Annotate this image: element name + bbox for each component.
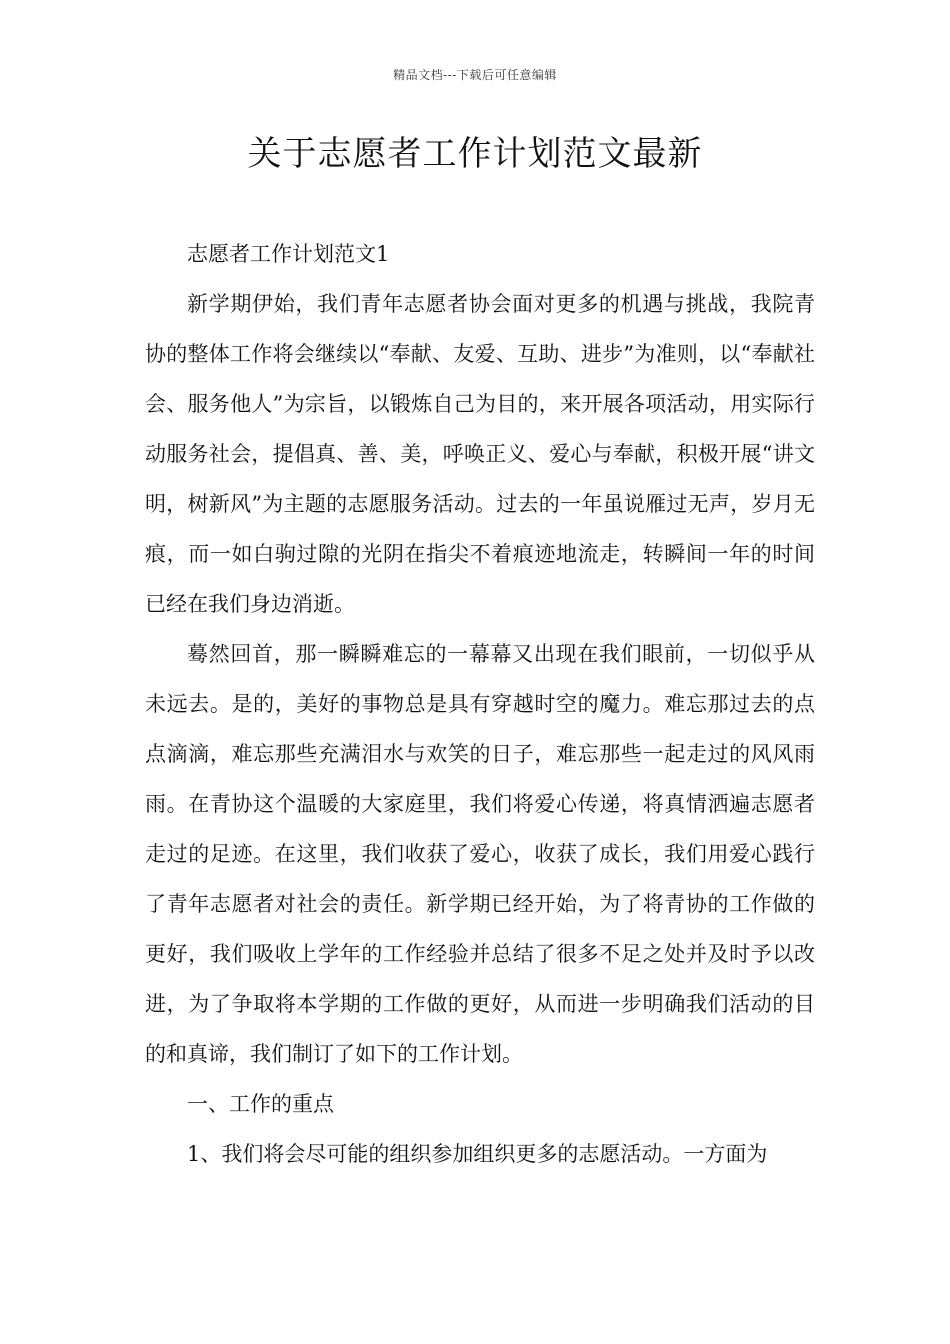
paragraph: 蓦然回首，那一瞬瞬难忘的一幕幕又出现在我们眼前，一切似乎从未远去。是的，美好的事物总是具有穿越时空的魔力。难忘那过去的点点滴滴，难忘那些充满泪水与欢笑的日子，难忘那些一起走过的风风雨雨。在青协这个温暖的大家庭里，我们将爱心传递，将真情洒遍志愿者走过的足迹。在这里，我们收获了爱心，收获了成长，我们用爱心践行了青年志愿者对社会的责任。新学期已经开始，为了将青协的工作做的更好，我们吸收上学年的工作经验并总结了很多不足之处并及时予以改进，为了争取将本学期的工作做的更好，从而进一步明确我们活动的目的和真谛，我们制订了如下的工作计划。 xyxy=(145,642,815,1066)
subsection-heading: 一、工作的重点 xyxy=(187,1092,334,1116)
paragraph: 1、我们将会尽可能的组织参加组织更多的志愿活动。一方面为 xyxy=(187,1142,768,1166)
section-heading: 志愿者工作计划范文1 xyxy=(187,242,390,266)
header-note: 精品文档---下载后可任意编辑 xyxy=(393,68,557,82)
paragraph: 新学期伊始，我们青年志愿者协会面对更多的机遇与挑战，我院青协的整体工作将会继续以“奉献、友爱、互助、进步”为准则，以“奉献社会、服务他人”为宗旨，以锻炼自己为目的，来开展各项活动，用实际行动服务社会，提倡真、善、美，呼唤正义、爱心与奉献，积极开展“讲文明，树新风”为主题的志愿服务活动。过去的一年虽说雁过无声，岁月无痕，而一如白驹过隙的光阴在指尖不着痕迹地流走，转瞬间一年的时间已经在我们身边消逝。 xyxy=(145,292,815,616)
document-title: 关于志愿者工作计划范文最新 xyxy=(247,134,703,174)
document-body xyxy=(145,229,815,1179)
